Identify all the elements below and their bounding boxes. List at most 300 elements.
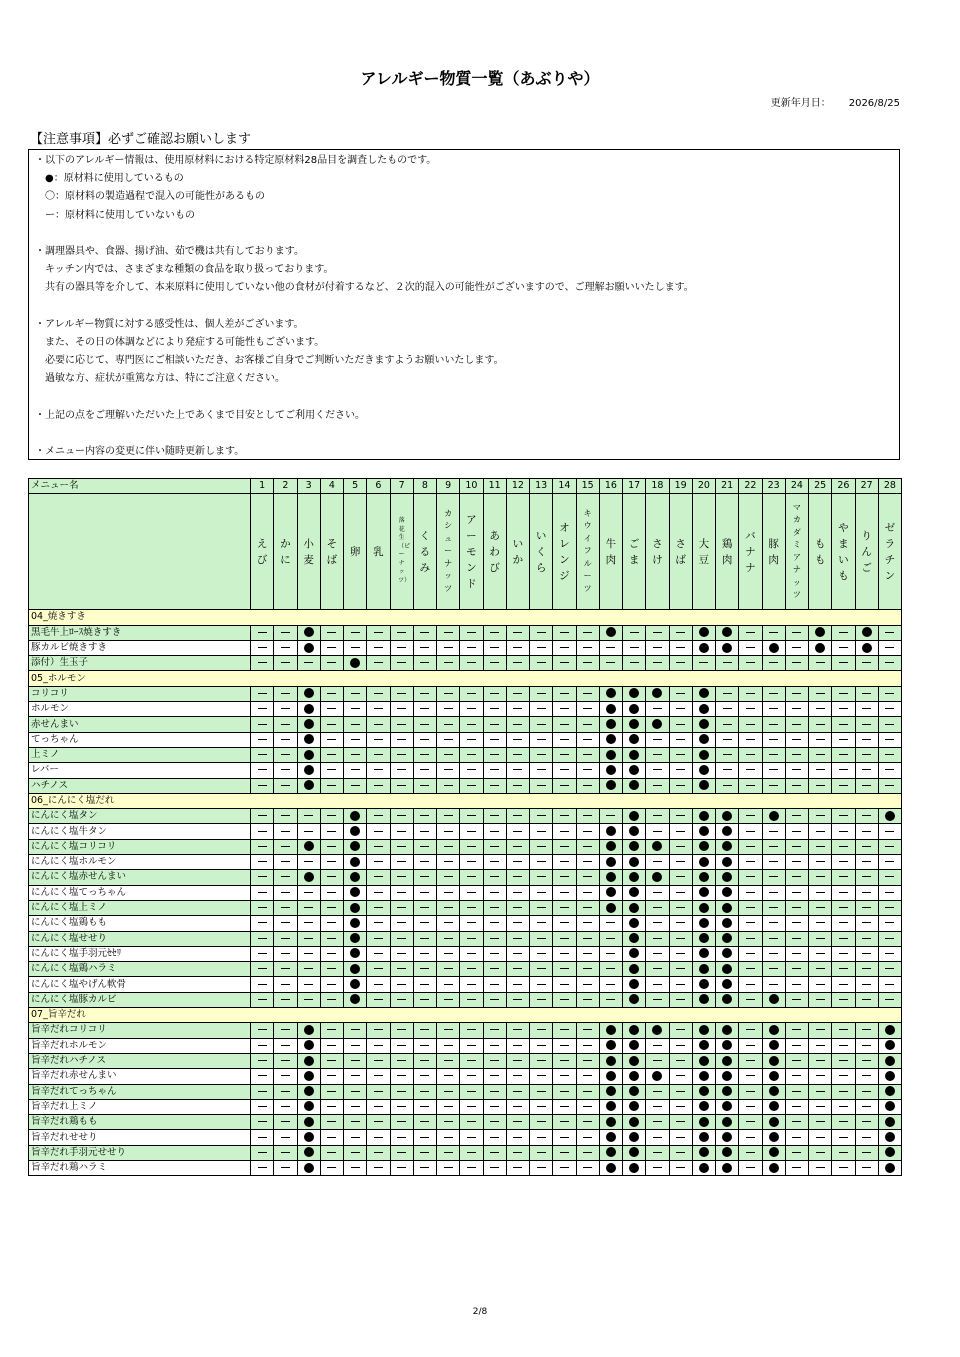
allergen-mark-cell xyxy=(413,1115,436,1130)
allergen-mark-cell xyxy=(855,732,878,747)
notice-box xyxy=(28,149,900,460)
not-used-mark xyxy=(537,999,546,1000)
not-used-mark xyxy=(281,953,290,954)
menu-name: にんにく塩手羽元ｾｾﾘ xyxy=(29,946,251,961)
used-mark xyxy=(722,841,732,851)
not-used-mark xyxy=(676,938,685,939)
allergen-mark-cell xyxy=(855,962,878,977)
used-mark xyxy=(652,1025,662,1035)
table-row xyxy=(29,717,902,732)
not-used-mark xyxy=(397,846,406,847)
not-used-mark xyxy=(281,1075,290,1076)
used-mark xyxy=(350,903,360,913)
allergen-mark-cell xyxy=(530,1145,553,1160)
not-used-mark xyxy=(444,647,453,648)
not-used-mark xyxy=(374,769,383,770)
not-used-mark xyxy=(467,647,476,648)
table-row xyxy=(29,763,902,778)
allergen-mark-cell xyxy=(413,916,436,931)
used-mark xyxy=(699,826,709,836)
not-used-mark xyxy=(583,724,592,725)
allergen-mark-cell xyxy=(739,855,762,870)
not-used-mark xyxy=(374,831,383,832)
used-mark xyxy=(722,1132,732,1142)
allergen-mark-cell xyxy=(716,1130,739,1145)
not-used-mark xyxy=(839,984,848,985)
allergen-mark-cell xyxy=(762,778,785,793)
allergen-mark-cell xyxy=(599,885,622,900)
not-used-mark xyxy=(467,785,476,786)
table-row xyxy=(29,732,902,747)
allergen-mark-cell xyxy=(274,1145,297,1160)
allergen-mark-cell xyxy=(413,931,436,946)
allergen-mark-cell xyxy=(460,1160,483,1175)
update-date-value: 2026/8/25 xyxy=(848,98,900,109)
allergen-name: 落花生（ピーナッツ） xyxy=(398,517,411,584)
not-used-mark xyxy=(327,999,336,1000)
allergen-mark-cell xyxy=(251,1130,274,1145)
allergen-mark-cell xyxy=(855,747,878,762)
used-mark xyxy=(629,704,639,714)
not-used-mark xyxy=(862,892,871,893)
allergen-name: オレンジ xyxy=(559,521,570,582)
allergen-mark-cell xyxy=(390,778,413,793)
allergen-mark-cell xyxy=(739,763,762,778)
not-used-mark xyxy=(513,1091,522,1092)
not-used-mark xyxy=(420,708,429,709)
allergen-mark-cell xyxy=(344,1053,367,1068)
not-used-mark xyxy=(304,922,313,923)
allergen-mark-cell xyxy=(716,702,739,717)
menu-name: 旨辛だれせせり xyxy=(29,1130,251,1145)
allergen-mark-cell xyxy=(785,946,808,961)
not-used-mark xyxy=(304,662,313,663)
not-used-mark xyxy=(281,876,290,877)
allergen-mark-cell xyxy=(716,1145,739,1160)
allergen-mark-cell xyxy=(297,824,320,839)
not-used-mark xyxy=(258,892,267,893)
used-mark xyxy=(769,1101,779,1111)
allergen-name: 小麦 xyxy=(303,537,314,566)
not-used-mark xyxy=(467,1137,476,1138)
not-used-mark xyxy=(769,693,778,694)
allergen-mark-cell xyxy=(460,916,483,931)
not-used-mark xyxy=(583,922,592,923)
allergen-mark-cell xyxy=(344,916,367,931)
allergen-mark-cell xyxy=(785,870,808,885)
used-mark xyxy=(699,627,709,637)
used-mark xyxy=(769,1040,779,1050)
menu-name: てっちゃん xyxy=(29,732,251,747)
not-used-mark xyxy=(513,953,522,954)
table-row xyxy=(29,702,902,717)
not-used-mark xyxy=(374,1075,383,1076)
not-used-mark xyxy=(746,953,755,954)
allergen-mark-cell xyxy=(669,885,692,900)
not-used-mark xyxy=(374,754,383,755)
allergen-mark-cell xyxy=(367,1145,390,1160)
allergen-mark-cell xyxy=(599,1053,622,1068)
used-mark xyxy=(722,887,732,897)
allergen-mark-cell xyxy=(367,855,390,870)
category-row xyxy=(29,610,902,625)
not-used-mark xyxy=(490,999,499,1000)
allergen-mark-cell xyxy=(274,1130,297,1145)
allergen-mark-cell xyxy=(878,1115,901,1130)
allergen-mark-cell xyxy=(437,1023,460,1038)
not-used-mark xyxy=(374,693,383,694)
not-used-mark xyxy=(397,815,406,816)
allergen-mark-cell xyxy=(506,1038,529,1053)
allergen-mark-cell xyxy=(483,625,506,640)
not-used-mark xyxy=(374,968,383,969)
allergen-mark-cell xyxy=(320,1038,343,1053)
allergen-mark-cell xyxy=(367,900,390,915)
not-used-mark xyxy=(862,769,871,770)
not-used-mark xyxy=(258,831,267,832)
allergen-mark-cell xyxy=(599,839,622,854)
allergen-name-cell xyxy=(809,494,832,610)
table-row xyxy=(29,747,902,762)
not-used-mark xyxy=(537,922,546,923)
allergen-mark-cell xyxy=(506,824,529,839)
not-used-mark xyxy=(560,632,569,633)
used-mark xyxy=(769,1086,779,1096)
not-used-mark xyxy=(281,1152,290,1153)
not-used-mark xyxy=(490,846,499,847)
used-mark xyxy=(606,1132,616,1142)
allergen-mark-cell xyxy=(553,900,576,915)
used-mark xyxy=(769,1117,779,1127)
not-used-mark xyxy=(839,1075,848,1076)
allergen-mark-cell xyxy=(669,1038,692,1053)
not-used-mark xyxy=(537,1137,546,1138)
not-used-mark xyxy=(560,647,569,648)
not-used-mark xyxy=(258,907,267,908)
used-mark xyxy=(722,643,732,653)
allergen-number: 17 xyxy=(623,479,646,494)
allergen-mark-cell xyxy=(390,946,413,961)
allergen-mark-cell xyxy=(530,977,553,992)
allergen-mark-cell xyxy=(437,946,460,961)
not-used-mark xyxy=(746,861,755,862)
not-used-mark xyxy=(792,831,801,832)
not-used-mark xyxy=(327,769,336,770)
not-used-mark xyxy=(420,831,429,832)
not-used-mark xyxy=(513,632,522,633)
not-used-mark xyxy=(676,1029,685,1030)
menu-name: にんにく塩牛タン xyxy=(29,824,251,839)
allergen-mark-cell xyxy=(716,778,739,793)
not-used-mark xyxy=(839,769,848,770)
not-used-mark xyxy=(792,739,801,740)
used-mark xyxy=(629,1040,639,1050)
not-used-mark xyxy=(583,754,592,755)
allergen-mark-cell xyxy=(274,855,297,870)
allergen-mark-cell xyxy=(785,656,808,671)
allergen-number: 24 xyxy=(785,479,808,494)
allergen-mark-cell xyxy=(460,625,483,640)
not-used-mark xyxy=(839,662,848,663)
allergen-mark-cell xyxy=(785,625,808,640)
allergen-mark-cell xyxy=(832,900,855,915)
allergen-mark-cell xyxy=(855,946,878,961)
allergen-mark-cell xyxy=(599,1115,622,1130)
allergen-mark-cell xyxy=(367,686,390,701)
not-used-mark xyxy=(281,693,290,694)
allergen-mark-cell xyxy=(390,1099,413,1114)
allergen-mark-cell xyxy=(251,992,274,1007)
used-mark xyxy=(606,1147,616,1157)
allergen-mark-cell xyxy=(297,778,320,793)
allergen-mark-cell xyxy=(483,946,506,961)
allergen-mark-cell xyxy=(251,1084,274,1099)
allergen-number: 13 xyxy=(530,479,553,494)
allergen-mark-cell xyxy=(832,977,855,992)
not-used-mark xyxy=(537,815,546,816)
allergen-mark-cell xyxy=(320,900,343,915)
allergen-mark-cell xyxy=(669,717,692,732)
not-used-mark xyxy=(513,876,522,877)
used-mark xyxy=(699,688,709,698)
allergen-mark-cell xyxy=(320,747,343,762)
not-used-mark xyxy=(839,1091,848,1092)
allergen-mark-cell xyxy=(320,946,343,961)
used-mark xyxy=(629,933,639,943)
allergen-number: 5 xyxy=(344,479,367,494)
not-used-mark xyxy=(769,632,778,633)
allergen-mark-cell xyxy=(855,763,878,778)
used-mark xyxy=(699,1086,709,1096)
allergen-mark-cell xyxy=(646,1160,669,1175)
not-used-mark xyxy=(327,1060,336,1061)
not-used-mark xyxy=(862,739,871,740)
allergen-mark-cell xyxy=(669,977,692,992)
not-used-mark xyxy=(885,739,894,740)
not-used-mark xyxy=(444,754,453,755)
allergen-mark-cell xyxy=(739,1053,762,1068)
allergen-mark-cell xyxy=(530,824,553,839)
not-used-mark xyxy=(258,938,267,939)
not-used-mark xyxy=(537,876,546,877)
not-used-mark xyxy=(885,662,894,663)
used-mark xyxy=(652,688,662,698)
allergen-mark-cell xyxy=(274,824,297,839)
not-used-mark xyxy=(351,1075,360,1076)
not-used-mark xyxy=(467,632,476,633)
allergen-mark-cell xyxy=(483,1115,506,1130)
allergen-name: 乳 xyxy=(373,545,384,558)
allergen-mark-cell xyxy=(553,625,576,640)
allergen-mark-cell xyxy=(483,1038,506,1053)
not-used-mark xyxy=(327,739,336,740)
allergen-mark-cell xyxy=(437,916,460,931)
not-used-mark xyxy=(537,861,546,862)
not-used-mark xyxy=(653,739,662,740)
allergen-number: 11 xyxy=(483,479,506,494)
not-used-mark xyxy=(769,754,778,755)
allergen-mark-cell xyxy=(506,931,529,946)
allergen-name-cell xyxy=(599,494,622,610)
not-used-mark xyxy=(490,831,499,832)
allergen-mark-cell xyxy=(716,870,739,885)
allergen-mark-cell xyxy=(367,992,390,1007)
allergen-mark-cell xyxy=(878,870,901,885)
not-used-mark xyxy=(420,984,429,985)
allergen-mark-cell xyxy=(809,916,832,931)
allergen-mark-cell xyxy=(576,1099,599,1114)
not-used-mark xyxy=(885,876,894,877)
not-used-mark xyxy=(792,1060,801,1061)
not-used-mark xyxy=(258,632,267,633)
not-used-mark xyxy=(374,938,383,939)
allergen-mark-cell xyxy=(599,855,622,870)
allergen-mark-cell xyxy=(297,1053,320,1068)
not-used-mark xyxy=(839,922,848,923)
used-mark xyxy=(606,719,616,729)
allergen-mark-cell xyxy=(344,656,367,671)
used-mark xyxy=(862,627,872,637)
allergen-number: 28 xyxy=(878,479,901,494)
not-used-mark xyxy=(653,815,662,816)
not-used-mark xyxy=(792,815,801,816)
not-used-mark xyxy=(304,861,313,862)
not-used-mark xyxy=(792,1137,801,1138)
used-mark xyxy=(722,979,732,989)
not-used-mark xyxy=(281,907,290,908)
used-mark xyxy=(606,857,616,867)
allergen-mark-cell xyxy=(413,1160,436,1175)
allergen-mark-cell xyxy=(762,885,785,900)
allergen-mark-cell xyxy=(809,870,832,885)
allergen-mark-cell xyxy=(344,778,367,793)
allergen-mark-cell xyxy=(785,1099,808,1114)
not-used-mark xyxy=(258,968,267,969)
not-used-mark xyxy=(560,739,569,740)
allergen-mark-cell xyxy=(692,640,715,655)
allergen-mark-cell xyxy=(623,625,646,640)
used-mark xyxy=(652,872,662,882)
menu-name: 旨辛だれ鶏ハラミ xyxy=(29,1160,251,1175)
allergen-mark-cell xyxy=(297,686,320,701)
not-used-mark xyxy=(420,999,429,1000)
allergen-number: 3 xyxy=(297,479,320,494)
allergen-mark-cell xyxy=(344,732,367,747)
allergen-mark-cell xyxy=(274,778,297,793)
not-used-mark xyxy=(816,831,825,832)
allergy-table xyxy=(28,478,902,1176)
not-used-mark xyxy=(769,739,778,740)
not-used-mark xyxy=(281,647,290,648)
not-used-mark xyxy=(490,693,499,694)
allergen-mark-cell xyxy=(530,885,553,900)
allergen-mark-cell xyxy=(809,809,832,824)
not-used-mark xyxy=(304,984,313,985)
allergen-mark-cell xyxy=(646,747,669,762)
not-used-mark xyxy=(281,892,290,893)
allergen-mark-cell xyxy=(669,1069,692,1084)
not-used-mark xyxy=(444,876,453,877)
allergen-mark-cell xyxy=(553,870,576,885)
not-used-mark xyxy=(513,892,522,893)
used-mark xyxy=(699,948,709,958)
allergen-mark-cell xyxy=(251,732,274,747)
allergen-mark-cell xyxy=(669,1115,692,1130)
not-used-mark xyxy=(490,662,499,663)
allergen-mark-cell xyxy=(623,1099,646,1114)
allergen-mark-cell xyxy=(413,900,436,915)
allergen-mark-cell xyxy=(367,1099,390,1114)
allergen-mark-cell xyxy=(460,640,483,655)
allergen-mark-cell xyxy=(506,839,529,854)
allergen-mark-cell xyxy=(762,855,785,870)
not-used-mark xyxy=(513,769,522,770)
not-used-mark xyxy=(560,662,569,663)
allergen-mark-cell xyxy=(320,1084,343,1099)
used-mark xyxy=(699,719,709,729)
menu-name: レバー xyxy=(29,763,251,778)
allergen-mark-cell xyxy=(251,702,274,717)
not-used-mark xyxy=(467,831,476,832)
used-mark xyxy=(722,1025,732,1035)
not-used-mark xyxy=(490,1106,499,1107)
allergen-mark-cell xyxy=(320,916,343,931)
not-used-mark xyxy=(397,754,406,755)
allergen-mark-cell xyxy=(785,1053,808,1068)
not-used-mark xyxy=(653,785,662,786)
allergen-mark-cell xyxy=(646,1145,669,1160)
allergen-mark-cell xyxy=(274,732,297,747)
menu-name: 旨辛だれてっちゃん xyxy=(29,1084,251,1099)
not-used-mark xyxy=(420,1091,429,1092)
allergen-mark-cell xyxy=(669,625,692,640)
allergen-mark-cell xyxy=(297,625,320,640)
allergen-mark-cell xyxy=(646,625,669,640)
allergen-mark-cell xyxy=(530,1115,553,1130)
allergen-mark-cell xyxy=(344,870,367,885)
not-used-mark xyxy=(420,1137,429,1138)
menu-name: 旨辛だれハチノス xyxy=(29,1053,251,1068)
allergen-mark-cell xyxy=(669,1160,692,1175)
used-mark xyxy=(350,887,360,897)
allergen-mark-cell xyxy=(274,900,297,915)
not-used-mark xyxy=(676,785,685,786)
not-used-mark xyxy=(467,876,476,877)
not-used-mark xyxy=(258,1075,267,1076)
allergen-mark-cell xyxy=(878,1038,901,1053)
allergen-name: バナナ xyxy=(745,529,756,574)
not-used-mark xyxy=(397,1029,406,1030)
allergen-number: 4 xyxy=(320,479,343,494)
allergen-mark-cell xyxy=(320,855,343,870)
not-used-mark xyxy=(537,708,546,709)
not-used-mark xyxy=(862,876,871,877)
allergen-mark-cell xyxy=(251,900,274,915)
not-used-mark xyxy=(699,662,708,663)
not-used-mark xyxy=(537,831,546,832)
allergen-mark-cell xyxy=(692,778,715,793)
not-used-mark xyxy=(258,1137,267,1138)
allergen-mark-cell xyxy=(646,977,669,992)
allergen-mark-cell xyxy=(344,717,367,732)
allergen-name: やまいも xyxy=(838,521,849,582)
not-used-mark xyxy=(490,907,499,908)
notice-line xyxy=(35,298,893,316)
allergen-mark-cell xyxy=(367,824,390,839)
not-used-mark xyxy=(467,968,476,969)
used-mark xyxy=(629,887,639,897)
used-mark xyxy=(606,1163,616,1173)
